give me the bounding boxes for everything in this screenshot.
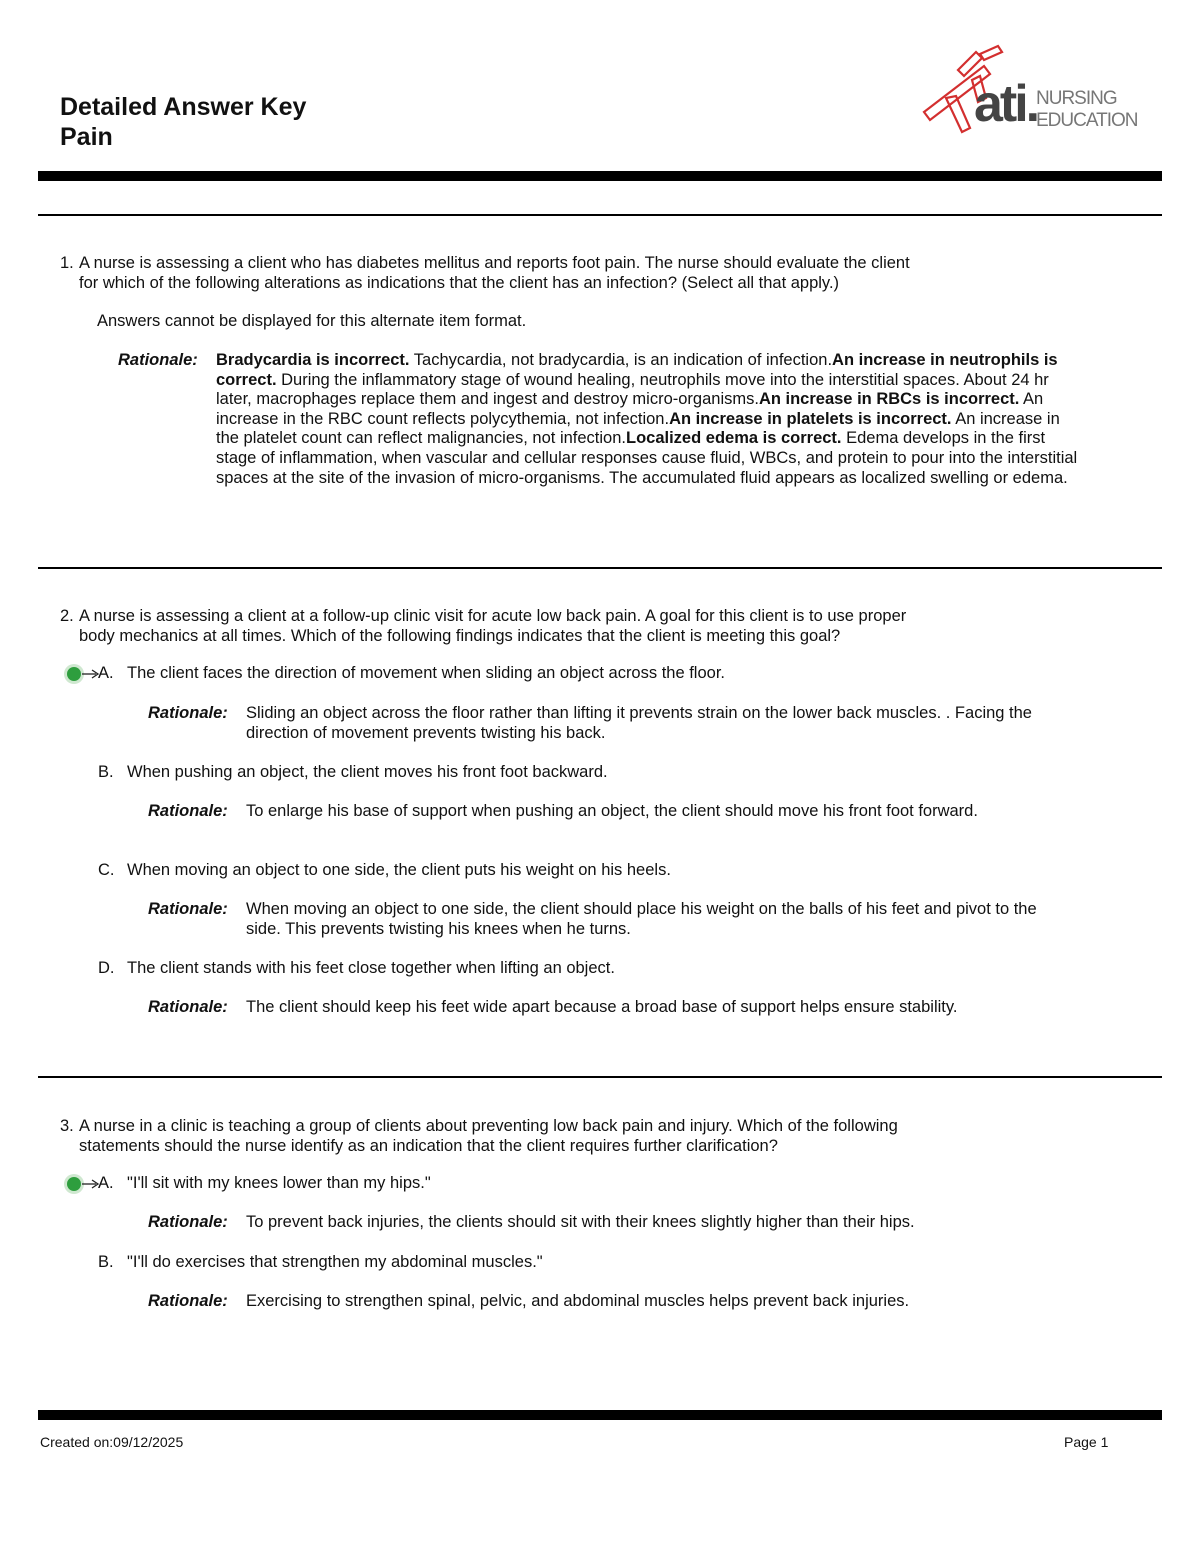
page-number: Page 1 (1064, 1434, 1109, 1450)
logo-line-2: EDUCATION (1036, 110, 1138, 131)
title-line-1: Detailed Answer Key (60, 93, 307, 121)
rationale-label: Rationale: (118, 351, 198, 369)
option-text: The client stands with his feet close together when lifting an object. (127, 959, 615, 977)
rationale-text: When moving an object to one side, the client should place his weight on the balls of his feet and pivot to the side. This prevents twisting his knees when he turns. (246, 900, 1037, 938)
question-stem-line: A nurse is assessing a client at a follow-up clinic visit for acute low back pain. A goal for this client is to use proper (79, 607, 907, 625)
rationale-text: To prevent back injuries, the clients should sit with their knees slightly higher than their hips. (246, 1213, 915, 1231)
correct-answer-icon (62, 662, 102, 686)
option-text: When pushing an object, the client moves his front foot backward. (127, 763, 608, 781)
divider (38, 567, 1162, 569)
question-stem-line: body mechanics at all times. Which of the following findings indicates that the client is meeting this goal? (79, 626, 841, 645)
correct-answer-icon (62, 1172, 102, 1196)
rationale-segment: Edema develops in the first stage of inflammation, when vascular and cellular responses cause fluid, WBCs, and protein to pour into the interstitial spaces at the site of the invasion of micro-organisms. The accumulated fluid appears as localized swelling or edema. (216, 429, 1078, 487)
option-text: "I'll do exercises that strengthen my abdominal muscles." (127, 1253, 543, 1271)
question-1 (60, 254, 1080, 293)
rationale-verdict: Bradycardia is incorrect. (216, 351, 410, 369)
ati-logo (918, 40, 1138, 140)
created-date: Created on:09/12/2025 (40, 1434, 184, 1450)
question-stem-line: for which of the following alterations as indications that the client has an infection? (Select all that apply.) (79, 273, 840, 292)
rationale-text: Exercising to strengthen spinal, pelvic, and abdominal muscles helps prevent back injuries. (246, 1292, 910, 1310)
option-letter: B. (98, 763, 114, 781)
rationale-segment: Tachycardia, not bradycardia, is an indication of infection. (409, 351, 833, 369)
rationale-text: The client should keep his feet wide apart because a broad base of support helps ensure stability. (246, 998, 958, 1016)
logo-line-1: NURSING (1036, 88, 1117, 109)
question-number: 3. (60, 1117, 74, 1135)
question-stem-line: A nurse in a clinic is teaching a group of clients about preventing low back pain and injury. Which of the following (79, 1117, 898, 1135)
rationale-verdict: An increase in neutrophils is correct. (216, 351, 1058, 389)
rationale-text: Sliding an object across the floor rather than lifting it prevents strain on the lower back muscles. . Facing the direction of movement prevents twisting his back. (246, 704, 1032, 742)
header-rule (38, 171, 1162, 181)
rationale-text: To enlarge his base of support when pushing an object, the client should move his front foot forward. (246, 802, 978, 820)
rationale-verdict: Localized edema is correct. (626, 429, 842, 448)
divider (38, 214, 1162, 216)
rationale-label: Rationale: (148, 802, 228, 820)
rationale-verdict: An increase in RBCs is incorrect. (758, 390, 1020, 409)
option-letter: C. (98, 861, 115, 879)
question-2 (60, 607, 1080, 646)
rationale-label: Rationale: (148, 900, 228, 918)
option-letter: D. (98, 959, 115, 977)
rationale-label: Rationale: (148, 1213, 228, 1231)
rationale-segment: During the inflammatory stage of wound healing, neutrophils move into the interstitial spaces. About 24 hr later, macrophages replace them and ingest and destroy micro-organisms. (216, 370, 1049, 409)
option-letter: A. (98, 1174, 114, 1192)
divider (38, 1076, 1162, 1078)
rationale-label: Rationale: (148, 998, 228, 1016)
option-text: The client faces the direction of movement when sliding an object across the floor. (127, 664, 725, 682)
option-letter: B. (98, 1253, 114, 1271)
logo-mark: ati. (974, 75, 1038, 133)
question-number: 2. (60, 607, 74, 625)
rationale-label: Rationale: (148, 1292, 228, 1310)
document-title (60, 92, 306, 152)
rationale-segment: An increase in the RBC count reflects polycythemia, not infection. (216, 390, 1044, 428)
rationale-verdict: An increase in platelets is incorrect. (669, 409, 952, 428)
rationale-label: Rationale: (148, 704, 228, 722)
question-stem-line: statements should the nurse identify as an indication that the client requires further clarification? (79, 1136, 778, 1155)
question-number: 1. (60, 254, 74, 272)
rationale-segment: An increase in the platelet count can reflect malignancies, not infection. (216, 409, 1060, 448)
option-letter: A. (98, 664, 114, 682)
option-text: When moving an object to one side, the client puts his weight on his heels. (127, 861, 671, 879)
alternate-format-note: Answers cannot be displayed for this alternate item format. (97, 312, 527, 330)
question-3 (60, 1117, 1080, 1156)
rationale-text (216, 351, 1084, 488)
title-line-2: Pain (60, 123, 113, 151)
footer-rule (38, 1410, 1162, 1420)
option-text: "I'll sit with my knees lower than my hips." (127, 1174, 431, 1192)
question-stem-line: A nurse is assessing a client who has diabetes mellitus and reports foot pain. The nurse should evaluate the client (79, 254, 910, 272)
